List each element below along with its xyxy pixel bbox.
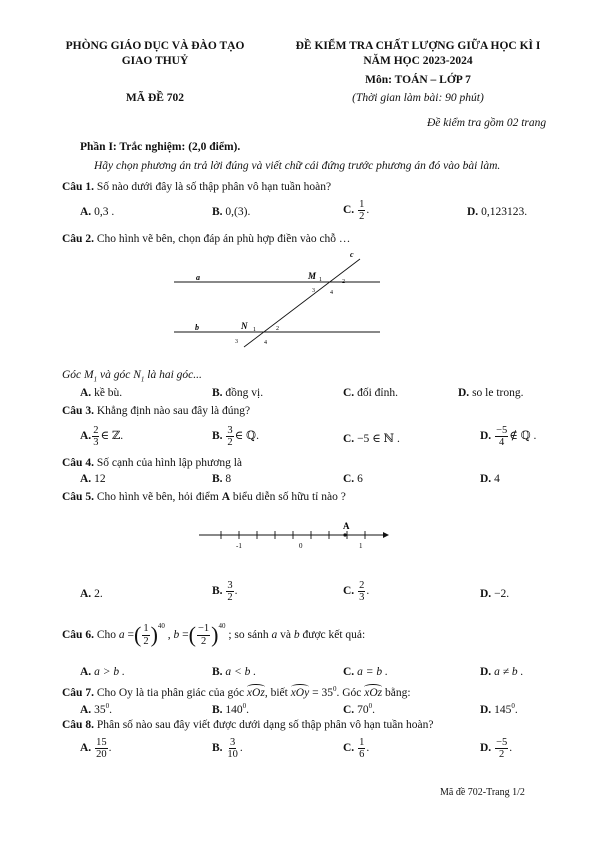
option-letter: A. bbox=[80, 703, 92, 716]
option-letter: B. bbox=[212, 666, 223, 678]
q4-stem bbox=[62, 457, 242, 469]
option-letter: B. bbox=[212, 473, 223, 485]
option-letter: D. bbox=[467, 206, 479, 218]
q2-label: Câu 2. bbox=[62, 233, 94, 245]
option-letter: C. bbox=[343, 666, 355, 678]
q6-stem: Câu 6. Cho a = ( $\frac{1}{2}$ ) 40 , b = ( $\frac{-1}{2}$ ) 40 ; so sánh a và b được kết quả: bbox=[62, 622, 366, 647]
q7-label: Câu 7. bbox=[62, 686, 94, 699]
point-a bbox=[343, 533, 346, 536]
option-text: a = b . bbox=[357, 666, 388, 678]
q8-option-d[interactable]: D. $\frac{-5}{2}$ . bbox=[480, 737, 513, 761]
angle-xoz-2: xOz bbox=[364, 686, 383, 699]
option-letter: B. bbox=[212, 703, 223, 716]
q5-point: A bbox=[221, 491, 231, 503]
option-text: 6 bbox=[357, 473, 363, 485]
q7-stem: Câu 7. Cho Oy là tia phân giác của góc xOz, biết xOy = $35^0$. Góc xOz bằng: bbox=[62, 685, 411, 699]
option-letter: B. bbox=[212, 585, 223, 598]
q1-stem bbox=[62, 181, 331, 193]
q1-label: Câu 1. bbox=[62, 181, 94, 193]
q6-option-d[interactable] bbox=[480, 666, 523, 678]
q6-text: Cho bbox=[96, 629, 116, 641]
label-m-4: 4 bbox=[330, 290, 333, 296]
tick-label-1: 1 bbox=[359, 542, 363, 550]
q8-label: Câu 8. bbox=[62, 719, 94, 731]
q4-option-d[interactable] bbox=[480, 473, 500, 485]
q4-option-b[interactable] bbox=[212, 473, 231, 485]
option-text: 2. bbox=[94, 588, 103, 600]
label-m-2: 2 bbox=[342, 279, 345, 285]
fraction: $\frac{1}{2}$ bbox=[359, 199, 365, 223]
option-letter: A. bbox=[80, 588, 92, 600]
q5-option-d[interactable] bbox=[480, 588, 509, 600]
q8-stem bbox=[62, 719, 433, 731]
q7-text: Cho Oy là tia phân giác của góc bbox=[96, 686, 245, 699]
label-m-sub: 1 bbox=[319, 277, 322, 283]
option-text: 0,3 . bbox=[94, 206, 115, 218]
q1-option-d[interactable] bbox=[467, 206, 527, 218]
q2-text: Cho hình vẽ bên, chọn đáp án phù hợp điền vào chỗ … bbox=[96, 233, 351, 245]
q6-label: Câu 6. bbox=[62, 629, 94, 641]
option-text: 0,(3). bbox=[225, 206, 251, 218]
option-letter: A. bbox=[80, 473, 92, 485]
pages-note: Đề kiểm tra gồm 02 trang bbox=[427, 117, 547, 129]
q1-text: Số nào dưới đây là số thập phân vô hạn tuần hoàn? bbox=[96, 181, 332, 193]
option-text: −2. bbox=[494, 588, 510, 600]
option-letter: D. bbox=[480, 666, 492, 678]
q7-option-b[interactable]: B. $140^0$. bbox=[212, 702, 250, 716]
q5-text: Cho hình vẽ bên, hỏi điểm bbox=[96, 491, 219, 503]
q3-stem bbox=[62, 405, 250, 417]
district-name: GIAO THUỶ bbox=[121, 55, 189, 67]
option-text: đối đỉnh. bbox=[357, 387, 398, 399]
option-text: a ≠ b . bbox=[494, 666, 524, 678]
tick-label-minus-1: -1 bbox=[236, 542, 242, 550]
axis-arrow bbox=[383, 532, 389, 538]
option-letter: B. bbox=[212, 206, 223, 218]
option-text: a < b . bbox=[225, 666, 257, 678]
q3-label: Câu 3. bbox=[62, 405, 94, 417]
option-letter: A. bbox=[80, 430, 92, 443]
line-c bbox=[244, 259, 360, 347]
option-letter: C. bbox=[343, 703, 355, 716]
q7-option-c[interactable]: C. $70^0$. bbox=[343, 702, 375, 716]
option-letter: B. bbox=[212, 430, 223, 443]
option-letter: D. bbox=[480, 473, 492, 485]
q8-text: Phân số nào sau đây viết được dưới dạng số thập phân vô hạn tuần hoàn? bbox=[96, 719, 434, 731]
q2-option-b[interactable] bbox=[212, 387, 263, 399]
q1-option-a[interactable] bbox=[80, 206, 114, 218]
part1-title-text: Phần I: Trắc nghiệm: (2,0 điểm). bbox=[80, 141, 241, 153]
option-text: so le trong. bbox=[472, 387, 524, 399]
department-name: PHÒNG GIÁO DỤC VÀ ĐÀO TẠO bbox=[65, 40, 245, 52]
option-text: 4 bbox=[494, 473, 500, 485]
q4-label: Câu 4. bbox=[62, 457, 94, 469]
label-m-3: 3 bbox=[312, 288, 315, 294]
option-letter: C. bbox=[343, 742, 355, 755]
label-a: a bbox=[196, 273, 200, 282]
q8-option-c[interactable]: C. $\frac{1}{6}$ . bbox=[343, 737, 370, 761]
label-n-4: 4 bbox=[264, 340, 267, 346]
q7-option-a[interactable]: A. $35^0$. bbox=[80, 702, 112, 716]
q8-option-a[interactable]: A. $\frac{15}{20}$ . bbox=[80, 737, 112, 761]
angle-xoy: xOy bbox=[290, 686, 310, 699]
school-year: NĂM HỌC 2023-2024 bbox=[363, 55, 473, 67]
option-letter: A. bbox=[80, 742, 92, 755]
exam-code: MÃ ĐỀ 702 bbox=[125, 92, 185, 104]
option-text: −5 ∈ ℕ . bbox=[357, 433, 400, 445]
angle-xoz: xOz bbox=[246, 686, 265, 699]
option-letter: C. bbox=[343, 585, 355, 598]
q2-figure bbox=[170, 245, 390, 355]
q1-option-c[interactable]: C. $\frac{1}{2}$ . bbox=[343, 199, 370, 223]
q5-number-line bbox=[195, 518, 395, 554]
option-letter: B. bbox=[212, 742, 223, 755]
option-letter: A. bbox=[80, 206, 92, 218]
q6-option-a[interactable] bbox=[80, 666, 125, 678]
label-m: M bbox=[308, 271, 317, 281]
option-letter: B. bbox=[212, 387, 223, 399]
option-letter: C. bbox=[343, 433, 355, 445]
q3-option-a[interactable]: A. $\frac{2}{3}$ ∈ ℤ. bbox=[80, 425, 124, 449]
q3-text: Khẳng định nào sau đây là đúng? bbox=[96, 405, 251, 417]
tick-label-0: 0 bbox=[299, 542, 303, 550]
option-letter: D. bbox=[480, 742, 492, 755]
q1-option-b[interactable] bbox=[212, 206, 250, 218]
q4-option-c[interactable] bbox=[343, 473, 363, 485]
option-text: 12 bbox=[94, 473, 106, 485]
option-letter: C. bbox=[343, 204, 355, 217]
q3-option-c[interactable] bbox=[343, 431, 400, 445]
q7-option-d[interactable]: D. $145^0$. bbox=[480, 702, 518, 716]
page-footer: Mã đề 702-Trang 1/2 bbox=[440, 787, 525, 798]
q5-text2: biểu diễn số hữu tỉ nào ? bbox=[232, 491, 346, 503]
q5-label: Câu 5. bbox=[62, 491, 94, 503]
part1-instruction: Hãy chọn phương án trả lời đúng và viết chữ cái đứng trước phương án đó vào bài làm. bbox=[94, 160, 501, 172]
label-n-sub: 1 bbox=[253, 327, 256, 333]
q8-option-b[interactable]: B. $\frac{3}{10}$ . bbox=[212, 737, 243, 761]
q3-option-b[interactable]: B. $\frac{3}{2}$ ∈ ℚ. bbox=[212, 425, 259, 449]
label-b: b bbox=[195, 323, 199, 332]
label-c: c bbox=[350, 250, 354, 259]
label-point-a: A bbox=[343, 521, 350, 531]
q5-option-b[interactable]: B. $\frac{3}{2}$ . bbox=[212, 580, 238, 604]
time-limit: (Thời gian làm bài: 90 phút) bbox=[352, 92, 484, 104]
q3-option-d[interactable]: D. $\frac{-5}{4}$ ∉ ℚ . bbox=[480, 425, 537, 449]
q6-option-b[interactable] bbox=[212, 666, 256, 678]
q4-option-a[interactable] bbox=[80, 473, 106, 485]
label-n-3: 3 bbox=[235, 339, 238, 345]
option-letter: D. bbox=[480, 703, 492, 716]
exam-title: ĐỀ KIỂM TRA CHẤT LƯỢNG GIỮA HỌC KÌ I bbox=[295, 40, 541, 52]
option-letter: A. bbox=[80, 666, 92, 678]
q5-stem bbox=[62, 491, 346, 503]
option-text: 8 bbox=[225, 473, 232, 485]
option-letter: C. bbox=[343, 387, 355, 399]
option-letter: C. bbox=[343, 473, 355, 485]
label-n-2: 2 bbox=[276, 326, 279, 332]
q5-option-a[interactable] bbox=[80, 588, 103, 600]
option-text: kề bù. bbox=[94, 387, 123, 399]
option-text: 0,123123. bbox=[481, 206, 528, 218]
option-text: a > b . bbox=[94, 666, 125, 678]
q4-text: Số cạnh của hình lập phương là bbox=[96, 457, 242, 469]
q2-option-a[interactable] bbox=[80, 387, 122, 399]
option-letter: A. bbox=[80, 387, 92, 399]
subject: Môn: TOÁN – LỚP 7 bbox=[365, 74, 471, 86]
option-letter: D. bbox=[458, 387, 470, 399]
q5-option-c[interactable]: C. $\frac{2}{3}$ . bbox=[343, 580, 370, 604]
q2-option-c[interactable] bbox=[343, 387, 398, 399]
option-letter: D. bbox=[480, 588, 492, 600]
option-text: đồng vị. bbox=[225, 387, 264, 399]
q6-option-c[interactable] bbox=[343, 666, 388, 678]
q2-stem bbox=[62, 233, 350, 245]
label-n: N bbox=[241, 321, 248, 331]
q2-option-d[interactable] bbox=[458, 387, 524, 399]
q2-prompt: Góc $M_1$ và góc $N_1$ là hai góc... bbox=[62, 369, 202, 384]
part1-title bbox=[80, 141, 240, 153]
option-letter: D. bbox=[480, 430, 492, 443]
